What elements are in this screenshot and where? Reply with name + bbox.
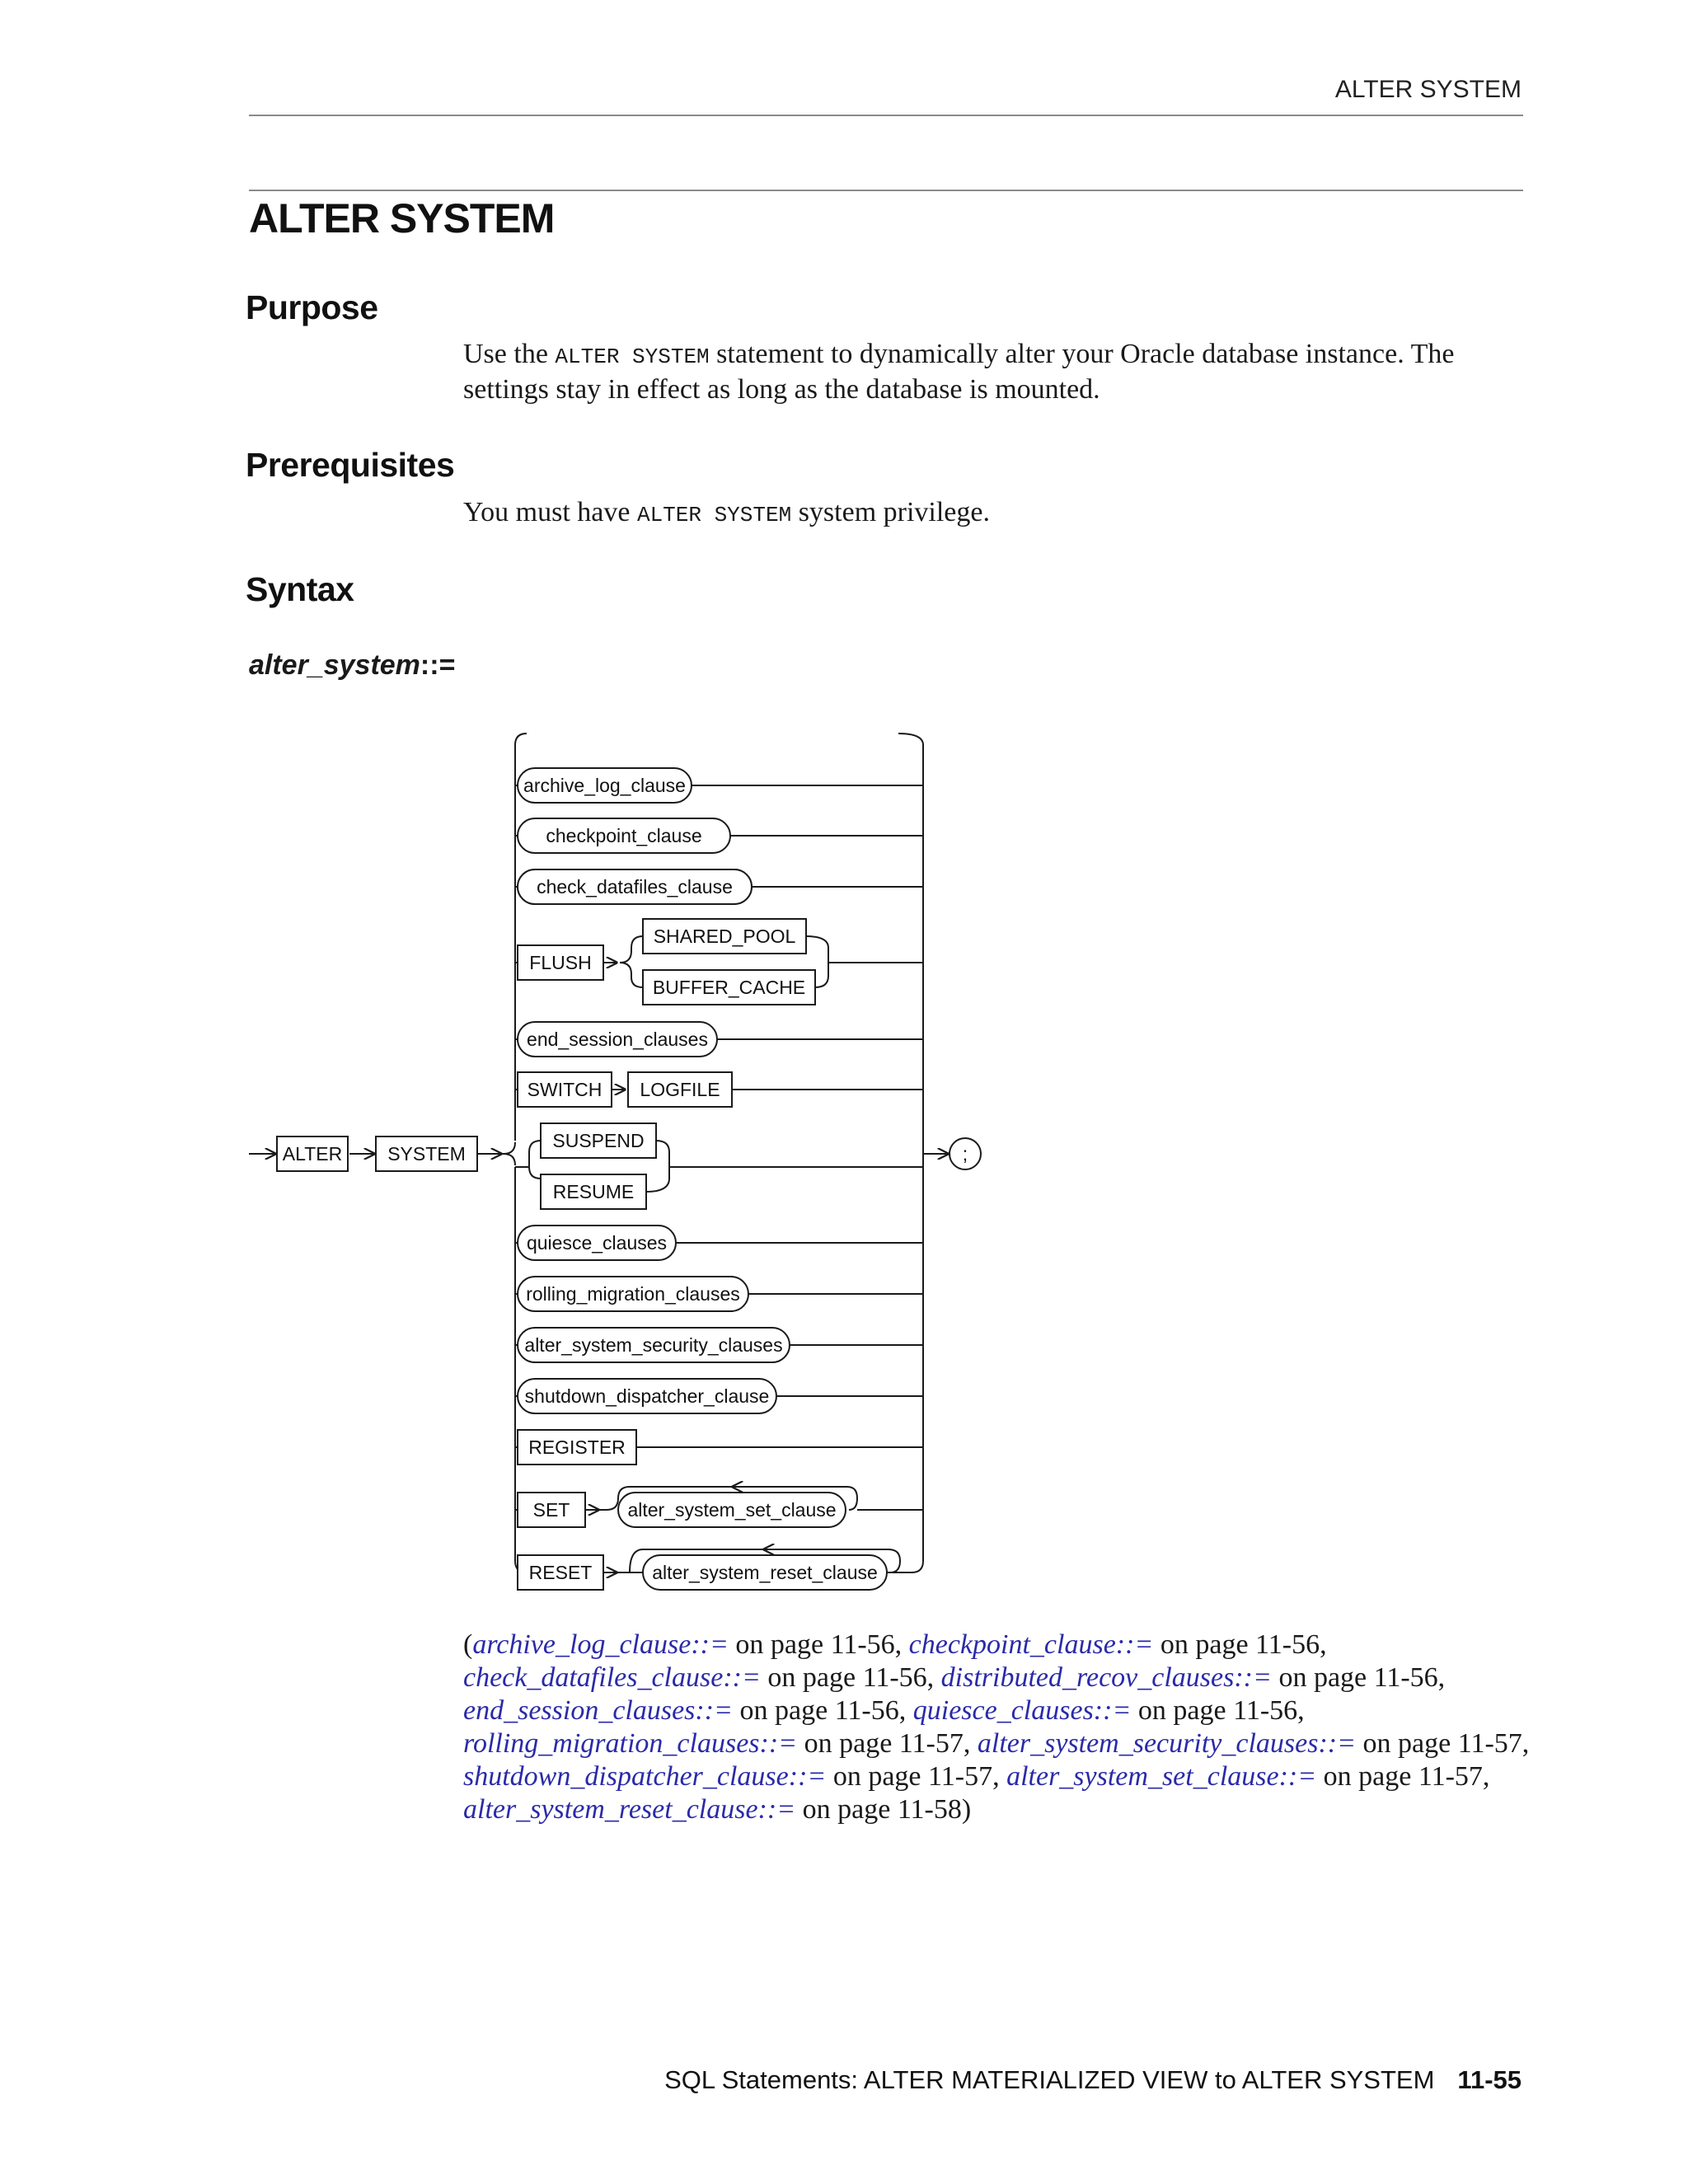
ref-link[interactable]: end_session_clauses::=	[463, 1695, 734, 1726]
ref-link[interactable]: check_datafiles_clause::=	[463, 1662, 761, 1693]
page-title: ALTER SYSTEM	[249, 195, 555, 241]
ref-link[interactable]: checkpoint_clause::=	[908, 1629, 1154, 1660]
archive-log-clause-label: archive_log_clause	[523, 775, 686, 796]
ref-suffix: on page 11-56,	[1131, 1695, 1305, 1726]
ref-link[interactable]: archive_log_clause::=	[472, 1629, 729, 1660]
page-number: 11-55	[1457, 2065, 1522, 2094]
terminator-symbol: ;	[962, 1143, 968, 1165]
page-footer	[664, 2065, 1522, 2095]
register-keyword: REGISTER	[528, 1436, 626, 1458]
refs-open: (	[463, 1629, 473, 1660]
ref-link[interactable]: alter_system_set_clause::=	[1006, 1761, 1317, 1792]
flush-keyword: FLUSH	[529, 952, 592, 973]
checkpoint-clause-label: checkpoint_clause	[546, 825, 702, 846]
shared-pool-keyword: SHARED_POOL	[653, 926, 796, 947]
ref-link[interactable]: rolling_migration_clauses::=	[463, 1728, 798, 1759]
alter-keyword: ALTER	[282, 1143, 343, 1165]
cross-references	[463, 1629, 1535, 1826]
alter-system-set-clause-label: alter_system_set_clause	[627, 1499, 837, 1521]
ref-link[interactable]: shutdown_dispatcher_clause::=	[463, 1761, 827, 1792]
end-session-clauses-label: end_session_clauses	[527, 1029, 708, 1050]
reset-keyword: RESET	[528, 1562, 593, 1583]
ref-link[interactable]: alter_system_reset_clause::=	[463, 1794, 796, 1825]
quiesce-clauses-label: quiesce_clauses	[526, 1232, 668, 1254]
purpose-heading: Purpose	[246, 288, 378, 326]
ref-suffix: on page 11-56,	[733, 1695, 913, 1726]
prereq-code: ALTER SYSTEM	[636, 503, 792, 527]
ref-suffix: on page 11-56,	[728, 1629, 909, 1660]
running-header: ALTER SYSTEM	[1334, 76, 1522, 103]
logfile-keyword: LOGFILE	[640, 1079, 720, 1100]
resume-keyword: RESUME	[552, 1181, 635, 1202]
refs-close: )	[961, 1794, 972, 1825]
ref-suffix: on page 11-56,	[760, 1662, 941, 1693]
alter-system-reset-clause-label: alter_system_reset_clause	[652, 1562, 878, 1583]
ref-link[interactable]: distributed_recov_clauses::=	[940, 1662, 1272, 1693]
ref-link[interactable]: quiesce_clauses::=	[912, 1695, 1132, 1726]
ref-suffix: on page 11-56,	[1271, 1662, 1446, 1693]
prereq-text-post: system privilege.	[791, 497, 990, 527]
diagram-operator: ::=	[420, 649, 456, 681]
rolling-migration-clauses-label: rolling_migration_clauses	[526, 1283, 740, 1305]
footer-text: SQL Statements: ALTER MATERIALIZED VIEW to ALTER SYSTEM	[664, 2065, 1435, 2094]
ref-suffix: on page 11-57,	[797, 1728, 978, 1759]
switch-keyword: SWITCH	[527, 1079, 603, 1100]
ref-link[interactable]: alter_system_security_clauses::=	[977, 1728, 1357, 1759]
check-datafiles-clause-label: check_datafiles_clause	[537, 876, 733, 898]
system-keyword: SYSTEM	[387, 1143, 466, 1165]
ref-suffix: on page 11-57,	[1316, 1761, 1490, 1792]
suspend-keyword: SUSPEND	[552, 1130, 645, 1151]
syntax-heading: Syntax	[246, 570, 354, 608]
ref-suffix: on page 11-58	[795, 1794, 962, 1825]
ref-suffix: on page 11-57,	[826, 1761, 1007, 1792]
purpose-code: ALTER SYSTEM	[555, 344, 710, 369]
alter-system-security-clauses-label: alter_system_security_clauses	[524, 1334, 783, 1356]
prereq-text-pre: You must have	[463, 497, 637, 527]
purpose-text-post: statement to dynamically alter your Oracle database instance. The settings stay in effect as long as the database is mounted.	[463, 339, 1455, 405]
ref-suffix: on page 11-57,	[1356, 1728, 1530, 1759]
prerequisites-heading: Prerequisites	[246, 446, 455, 484]
shutdown-dispatcher-clause-label: shutdown_dispatcher_clause	[524, 1385, 770, 1407]
purpose-text-pre: Use the	[463, 339, 556, 369]
buffer-cache-keyword: BUFFER_CACHE	[652, 977, 806, 998]
ref-suffix: on page 11-56,	[1153, 1629, 1327, 1660]
set-keyword: SET	[532, 1499, 570, 1521]
diagram-name: alter_system	[249, 649, 420, 681]
